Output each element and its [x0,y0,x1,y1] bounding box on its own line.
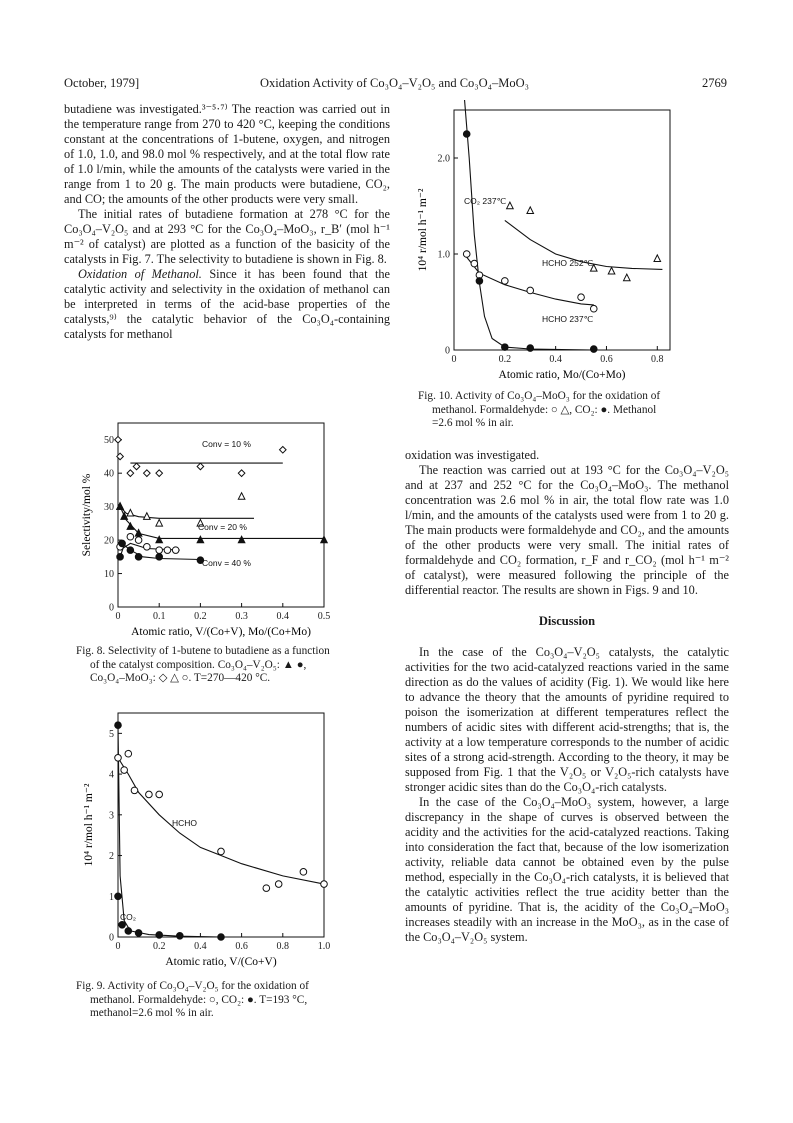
data-point [133,463,140,470]
data-point [115,722,122,729]
y-axis-label: Selectivity/mol % [81,473,93,557]
data-point [590,346,597,353]
data-point [144,543,151,550]
y-tick-label: 2 [109,851,114,863]
data-point [131,787,138,794]
data-point [280,446,287,453]
data-point [654,255,661,262]
paragraph-text: Since it has been found that the catalytic activity and selectivity in the oxidation of methanol can be interpreted in terms of the acid-base properties of the catalysts,⁹⁾ the catalytic behavior of the Co₃O₄-containing catalysts for methanol [64,267,390,341]
data-point [608,267,615,274]
y-tick-label: 1 [109,891,114,903]
data-point [578,294,585,301]
plot-frame [118,713,324,937]
data-point [156,932,163,939]
caption-line: Fig. 10. Activity of Co₃O₄–MoO₃ for the oxidation of [418,390,661,402]
data-point [172,547,179,554]
data-point [218,848,225,855]
x-tick-label: 0.8 [276,941,290,952]
y-tick-label: 0 [109,602,114,614]
fit-curve [464,100,594,350]
left-column-text [64,102,390,342]
section-heading: Discussion [538,614,596,628]
y-tick-label: 10 [104,569,114,581]
data-point [115,893,122,900]
caption-line: Fig. 9. Activity of Co₃O₄–V₂O₅ for the oxidation of [76,980,309,992]
x-tick-label: 0.5 [317,611,331,622]
fit-curve [120,507,254,519]
chart-annotation: HCHO 252℃ [542,258,594,268]
x-tick-label: 0.1 [152,611,166,622]
y-tick-label: 0 [109,932,114,944]
x-tick-label: 0.2 [194,611,207,622]
data-point [507,202,514,209]
data-point [590,305,597,312]
data-point [156,554,163,561]
data-point [135,554,142,561]
caption-line: of the catalyst composition. Co₃O₄–V₂O₅: ▲ ●, [90,658,307,671]
x-axis-label: Atomic ratio, V/(Co+V) [165,956,277,968]
x-tick-label: 0.8 [651,354,664,365]
data-point [300,869,307,876]
chart-annotation: Conv = 20 % [198,522,247,532]
x-tick-label: 0 [115,611,121,622]
data-point [463,131,470,138]
data-point [115,436,122,443]
x-tick-label: 0.2 [152,941,166,952]
data-point [144,470,151,477]
data-point [127,523,134,530]
figure-8-caption [76,645,376,686]
x-tick-label: 0.6 [235,941,248,952]
caption-line: methanol. Formaldehyde: ○, CO₂: ●. T=193 °C, [90,993,308,1006]
x-tick-label: 0.2 [498,354,512,365]
data-point [125,750,132,757]
fit-curve [118,758,324,884]
data-point [125,928,132,935]
y-tick-label: 40 [104,468,114,480]
y-tick-label: 4 [109,769,114,781]
data-point [156,536,163,543]
subsection-heading: Oxidation of Methanol. [78,267,202,281]
data-point [238,493,245,500]
data-point [121,767,128,774]
running-header-title: Oxidation Activity of Co₃O₄–V₂O₅ and Co₃O₄–MoO₃ [260,76,530,90]
data-point [471,260,478,267]
y-axis-label: 10⁴ r/mol h⁻¹ m⁻² [417,188,429,272]
paragraph: butadiene was investigated.³⁻⁵·⁷⁾ The reaction was carried out in the temperature range from 270 to 420 °C, keeping the conditions constant at the concentrations of 1-butene, oxygen, and nitrogen of 1.0, 1.0, and 98.0 mol % respectively, and at the total flow rate of 1.0 l/min, while the amounts of the catalysts were varied in the range from 1 to 20 g. The main products were butadiene, CO₂, and CO; the amounts of the other products were very small. [64,102,390,206]
caption-line: Fig. 8. Selectivity of 1-butene to butadiene as a function [76,645,330,657]
fit-curve [118,725,221,937]
right-column-text [405,448,729,945]
data-point [135,537,142,544]
data-point [144,513,151,520]
data-point [476,278,483,285]
data-point [502,278,509,285]
data-point [263,885,270,892]
data-point [527,287,534,294]
y-tick-label: 1.0 [437,249,450,261]
figure-10-caption [418,390,728,431]
data-point [218,934,225,941]
x-tick-label: 0.6 [600,354,613,365]
data-point [127,509,134,516]
paragraph: oxidation was investigated. [405,448,540,462]
data-point [146,791,153,798]
data-point [127,547,134,554]
x-tick-label: 0.4 [549,354,562,365]
y-axis-label: 10⁴ r/mol h⁻¹ m⁻² [83,783,95,867]
data-point [119,921,126,928]
x-tick-label: 1.0 [317,941,331,952]
data-point [463,251,470,258]
data-point [156,519,163,526]
page-number: 2769 [702,76,727,90]
data-point [117,554,124,561]
paragraph [64,267,390,342]
y-tick-label: 2.0 [437,153,450,165]
data-point [197,536,204,543]
data-point [527,345,534,352]
chart-annotation: HCHO [172,818,198,828]
chart-annotation: Conv = 40 % [202,558,251,568]
data-point [119,540,126,547]
data-point [135,930,142,937]
y-tick-label: 30 [104,502,114,514]
data-point [156,547,163,554]
data-point [527,207,534,214]
chart-annotation: Conv = 10 % [202,439,251,449]
data-point [238,536,245,543]
plot-frame [118,423,324,607]
chart-annotation: HCHO 237℃ [542,314,594,324]
x-tick-label: 0 [115,941,121,952]
y-tick-label: 3 [109,810,114,822]
data-point [127,470,134,477]
x-tick-label: 0 [451,354,457,365]
paragraph: In the case of the Co₃O₄–MoO₃ system, however, a large discrepancy in the shape of curves is observed between the acidity and the activities for the acid-catalyzed reactions. Taking into consideration the fact that, because of the low isomerization activity, reliable data cannot be obtained even by the pulse method, especially in the Co₃O₄-rich catalysts, it is believed that the catalytic activities reflect the true acidity better than the amounts of pyridine. That is, the acidity of the Co₃O₄–MoO₃ increases steadily with an increase in the MoO₃, as in the case of the Co₃O₄–V₂O₅ system. [405,795,729,944]
x-tick-label: 0.3 [235,611,248,622]
x-axis-label: Atomic ratio, V/(Co+V), Mo/(Co+Mo) [131,626,311,638]
data-point [321,881,328,888]
caption-line: methanol. Formaldehyde: ○ △, CO₂: ●. Methanol [432,403,657,416]
y-tick-label: 0 [445,345,450,357]
data-point [502,344,509,351]
data-point [275,881,282,888]
y-tick-label: 50 [104,435,114,447]
paragraph: The initial rates of butadiene formation at 278 °C for the Co₃O₄–V₂O₅ and at 293 °C for the Co₃O₄–MoO₃, r_B′ (mol h⁻¹ m⁻² of catalyst) are plotted as a function of the basicity of the catalysts in Fig. 7. The selectivity to butadiene is shown in Fig. 8. [64,207,390,266]
figure-8-chart [64,415,354,645]
chart-annotation: CO₂ 237℃ [464,196,507,206]
data-point [177,932,184,939]
data-point [624,274,631,281]
figure-9-caption [76,980,376,1021]
data-point [115,755,122,762]
x-tick-label: 0.4 [194,941,207,952]
running-header-date: October, 1979] [64,76,140,90]
data-point [238,470,245,477]
data-point [164,547,171,554]
data-point [197,463,204,470]
figure-10-chart [408,100,698,388]
paragraph: In the case of the Co₃O₄–V₂O₅ catalysts, the catalytic activities for the two acid-catalyzed reactions varied in the same direction as do the values of acidity (Fig. 1). We would like here to advance the theory that the amounts of pyridine required to poison the isomerization at different temperatures reflect the numbers of acidic sites with different acid-strengths; that is, the activity at a low temperature corresponds to the number of acidic sites of a strong acid-strength. According to the theory, it may be supposed from Fig. 1 that the V₂O₅ or V₂O₅-rich catalysts have stronger acidic sites than do the Co₃O₄-rich catalysts. [405,645,729,794]
chart-annotation: CO₂ [120,912,137,922]
caption-line: =2.6 mol % in air. [432,417,514,429]
x-tick-label: 0.4 [276,611,290,622]
data-point [156,791,163,798]
data-point [156,470,163,477]
caption-line: methanol=2.6 mol % in air. [90,1007,214,1019]
y-tick-label: 5 [109,728,114,740]
x-axis-label: Atomic ratio, Mo/(Co+Mo) [498,369,626,381]
data-point [127,533,134,540]
caption-line: Co₃O₄–MoO₃: ◇ △ ○. T=270—420 °C. [90,672,271,684]
y-tick-label: 20 [104,535,114,547]
data-point [321,536,328,543]
figure-9-chart [64,705,364,980]
paragraph: The reaction was carried out at 193 °C for the Co₃O₄–V₂O₅ and at 237 and 252 °C for the Co₃O₄–MoO₃. The methanol concentration was 2.6 mol % in air, the total flow rate was 1.0 l/min, and the amounts of the catalysts used were from 1 to 20 g. The main products were formaldehyde and CO₂, and the amounts of the other products were very small. The initial rates of formaldehyde and CO₂ formation, r_F and r_CO₂ (mol h⁻¹ m⁻² of catalyst), were measured following the principle of the differential reactor. The results are shown in Figs. 9 and 10. [405,463,729,597]
